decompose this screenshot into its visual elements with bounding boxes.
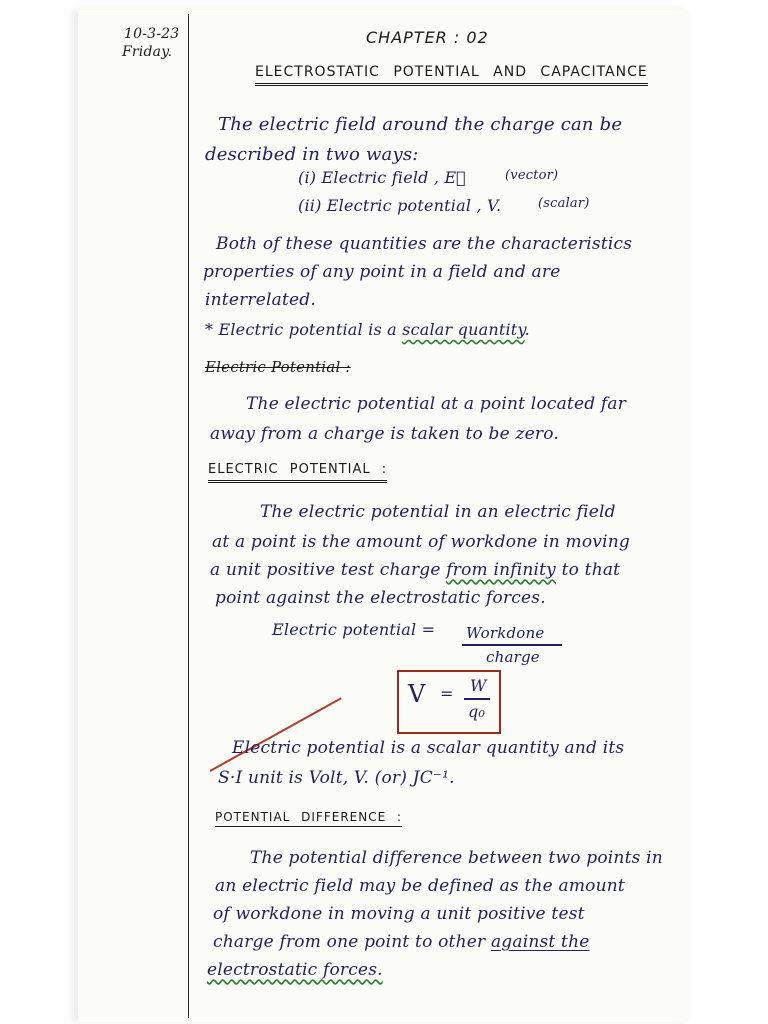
pd-def-line-4-pre: charge from one point to other — [213, 932, 486, 952]
pd-def-line-1: The potential difference between two points in — [250, 848, 663, 868]
ep-heading-struck: Electric Potential : — [205, 358, 351, 376]
ep-def-line-3-post: to that — [561, 560, 621, 580]
scalar-note-prefix: * Electric potential is a — [205, 320, 397, 339]
margin-line — [188, 14, 189, 1018]
ep-def-line-1: The electric potential in an electric field — [260, 502, 616, 522]
formula-box-fraction-bar — [464, 698, 490, 700]
scalar-note-suffix: . — [524, 320, 530, 339]
ep-far-line-1: The electric potential at a point located far — [246, 394, 627, 414]
pd-def-line-2: an electric field may be defined as the amount — [215, 876, 625, 896]
formula-box-numerator: W — [470, 676, 487, 695]
pd-def-line-4-highlight: against the — [490, 932, 590, 952]
formula-box-equals: = — [440, 684, 454, 703]
si-note-line-2: S·I unit is Volt, V. (or) JC⁻¹. — [218, 768, 455, 788]
chapter-title: ELECTROSTATIC POTENTIAL AND CAPACITANCE — [255, 64, 648, 86]
ep-far-line-2: away from a charge is taken to be zero. — [210, 424, 559, 444]
both-line-1: Both of these quantities are the characteristics — [216, 234, 633, 254]
both-line-2: properties of any point in a field and are — [203, 262, 561, 282]
formula-box-lhs: V — [408, 680, 426, 708]
ep-def-line-3 — [210, 560, 620, 580]
si-note-line-1: Electric potential is a scalar quantity and its — [232, 738, 625, 758]
formula-box-denominator: q₀ — [468, 702, 486, 721]
ep-def-line-3-pre: a unit positive test charge — [210, 560, 441, 580]
ep-heading: ELECTRIC POTENTIAL : — [208, 462, 387, 483]
ep-def-line-3-highlight: from infinity — [446, 560, 556, 580]
pd-def-line-5: electrostatic forces. — [207, 960, 383, 980]
intro-line-2: described in two ways: — [205, 144, 419, 165]
intro-item-2: (ii) Electric potential , V. — [298, 196, 502, 215]
intro-item-1: (i) Electric field , E⃗ — [298, 168, 466, 187]
scalar-note — [205, 320, 530, 339]
date-line: 10-3-23 — [124, 26, 180, 42]
scalar-note-highlight: scalar quantity — [402, 320, 525, 339]
pd-heading: POTENTIAL DIFFERENCE : — [215, 810, 402, 827]
formula-words-denominator: charge — [486, 648, 540, 666]
pd-def-line-4 — [213, 932, 589, 952]
day-line: Friday. — [122, 44, 173, 60]
ep-def-line-4: point against the electrostatic forces. — [215, 588, 546, 608]
chapter-number: CHAPTER : 02 — [366, 28, 489, 47]
formula-words-lhs: Electric potential = — [272, 620, 436, 639]
intro-item-1-tag: (vector) — [505, 168, 559, 183]
formula-words-numerator: Workdone — [466, 624, 545, 642]
formula-words-fraction-bar — [462, 644, 562, 646]
ep-def-line-2: at a point is the amount of workdone in moving — [212, 532, 630, 552]
intro-item-2-tag: (scalar) — [538, 196, 590, 211]
pd-def-line-3: of workdone in moving a unit positive test — [213, 904, 585, 924]
both-line-3: interrelated. — [205, 290, 316, 310]
intro-line-1: The electric field around the charge can be — [218, 114, 623, 135]
